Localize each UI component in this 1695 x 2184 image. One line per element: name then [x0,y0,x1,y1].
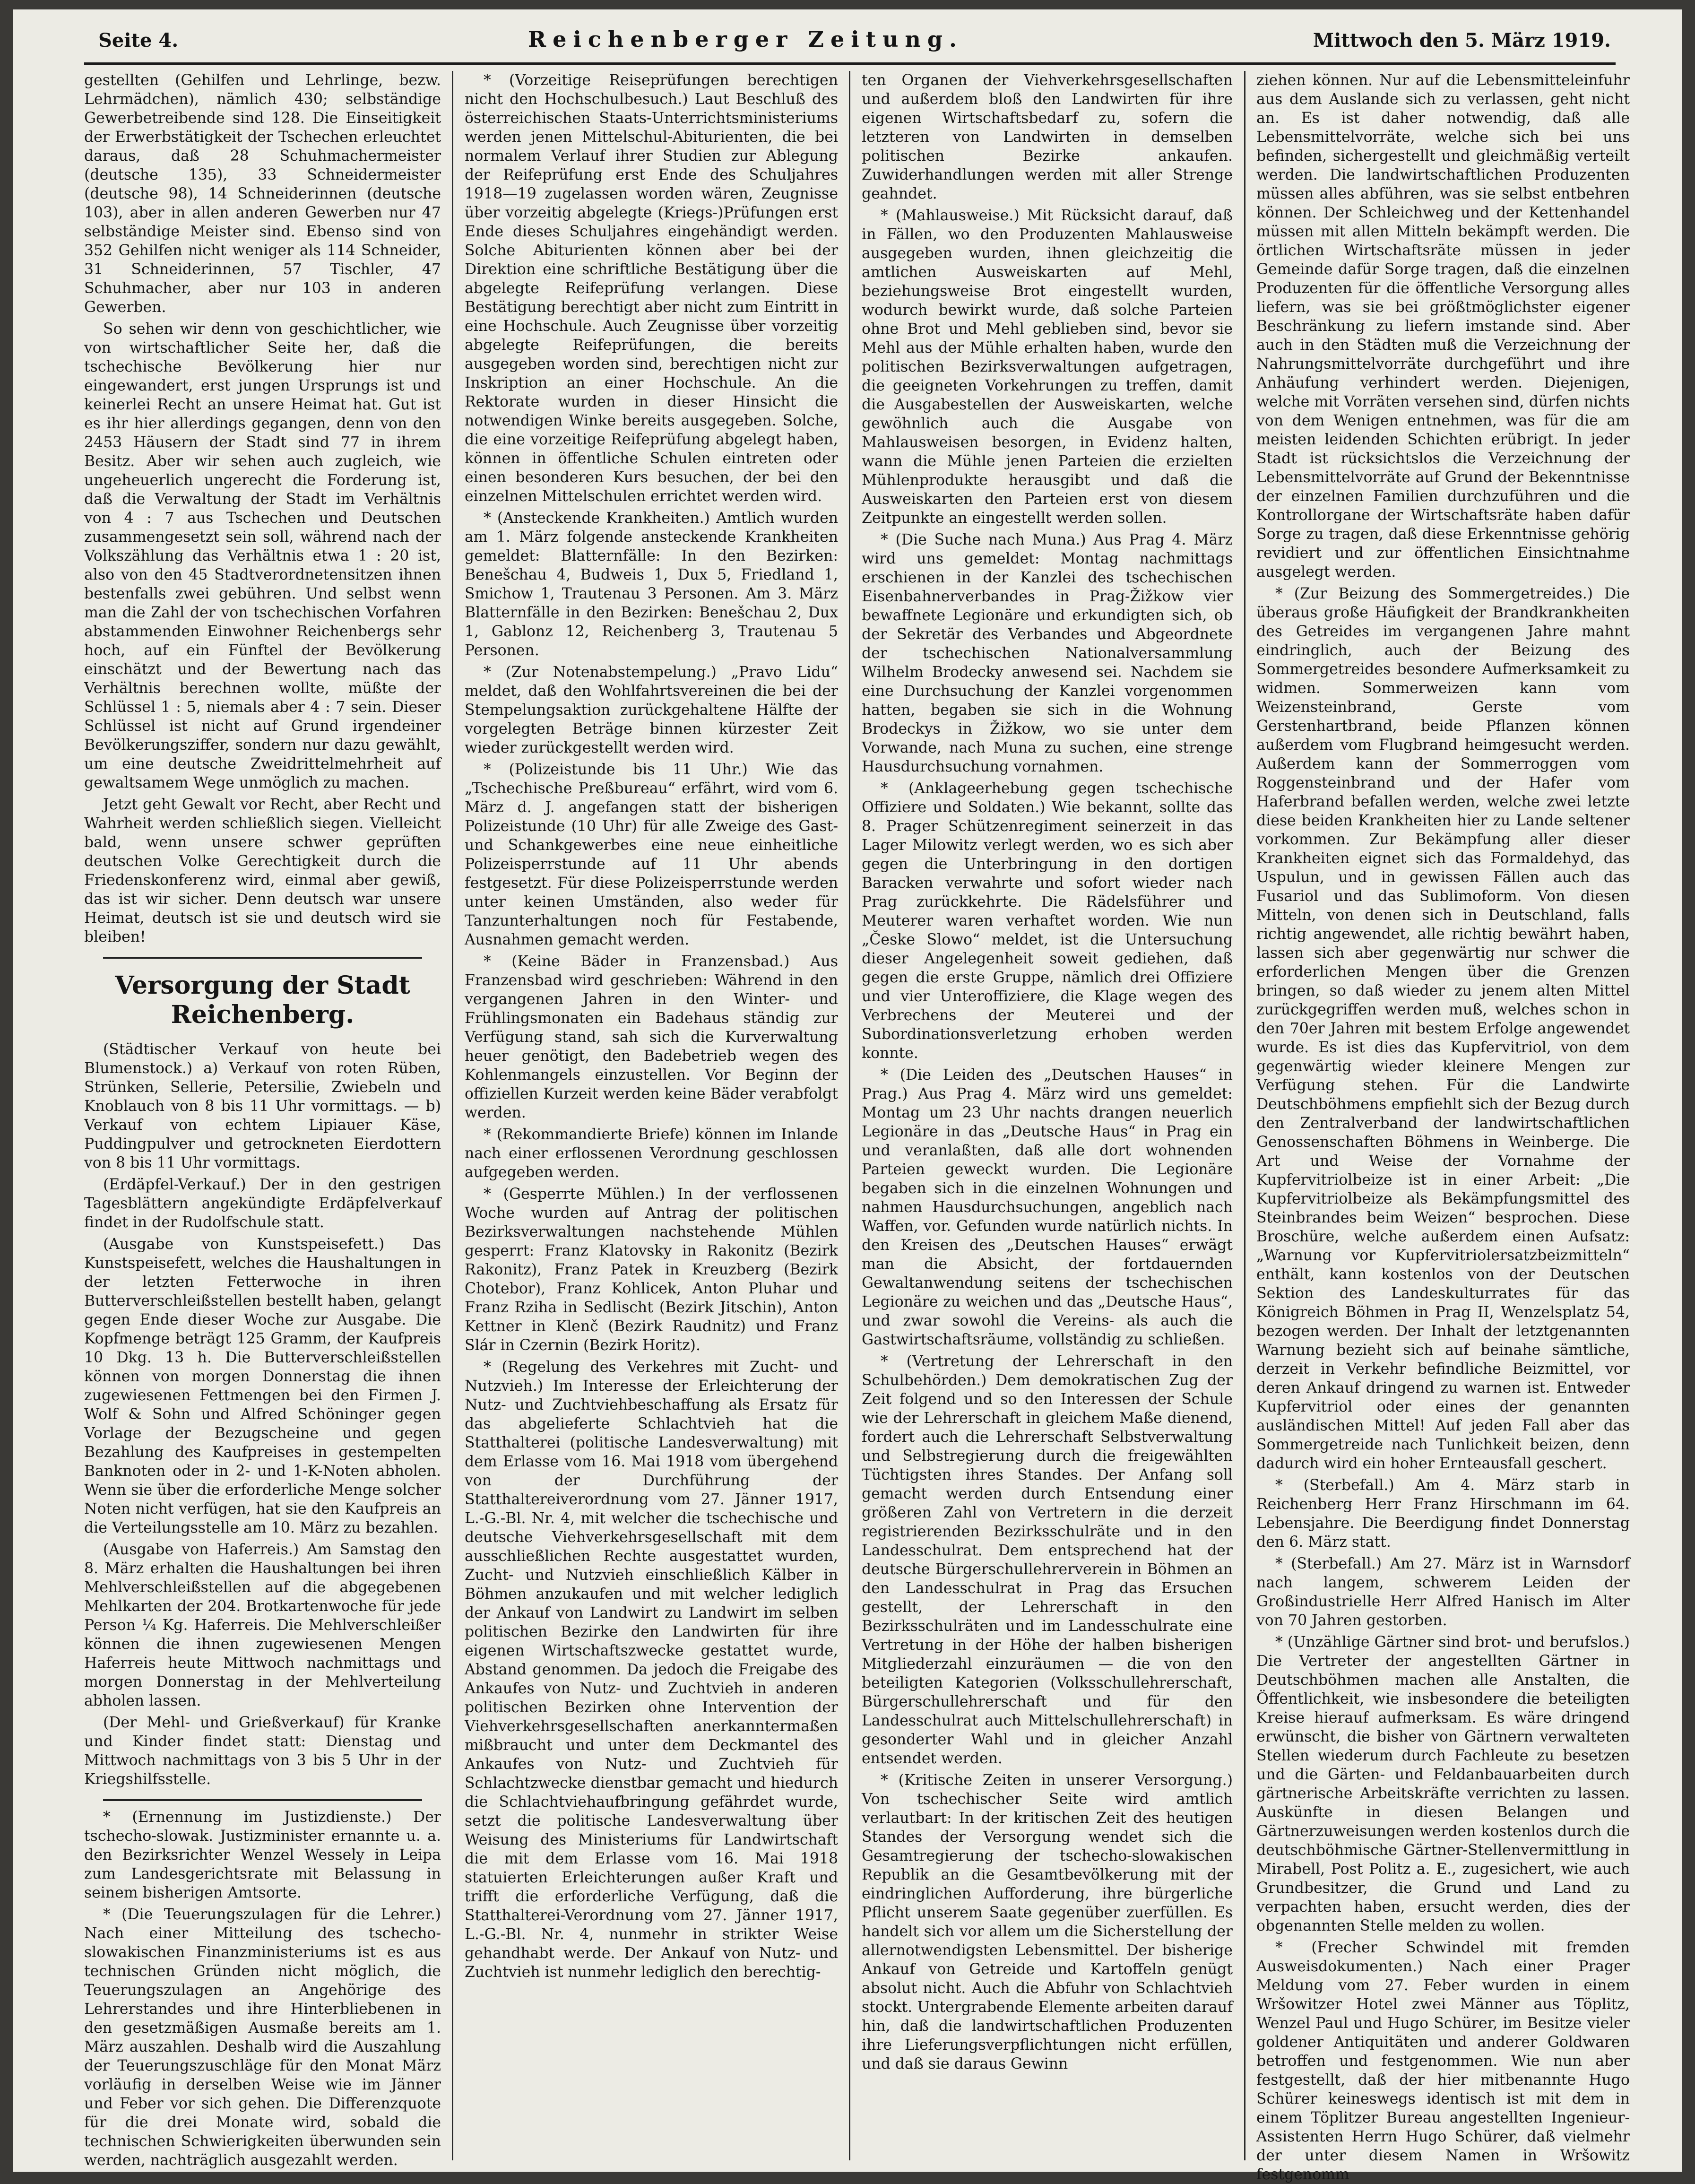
news-item: * (Rekommandierte Briefe) können im Inlande nach einer erflossenen Verordnung geschlossen aufgegeben werden. [465,1126,838,1181]
news-item: * (Unzählige Gärtner sind brot- und berufslos.) Die Vertreter der angestellten Gärtner in Deutschböhmen machen alle Anstalten, die Öffentlichkeit, wie insbesondere die beteiligten Kreise hierauf aufmerksam. Es wäre dringend erwünscht, die bisher von Gärtnern verwalteten Stellen wiederum durch Fachleute zu besetzen und die Gärten- und Feldanbauarbeiten durch gärtnerische Arbeitskräfte verrichten zu lassen. Auskünfte in diesen Belangen und Gärtnerzuweisungen werden kostenlos durch die deutschböhmische Gärtner-Stellenvermittlung in Mirabell, Post Politz a. E., zugesichert, wie auch Grundbesitzer, die Grund und Land zu verpachten haben, ersucht werden, dies der obgenannten Stelle melden zu wollen. [1256,1634,1630,1934]
issue-date: Mittwoch den 5. März 1919. [1313,29,1611,52]
masthead: Reichenberger Zeitung. [528,26,964,52]
news-item: * (Gesperrte Mühlen.) In der verflossenen Woche wurden auf Antrag der politischen Bezirksverwaltungen nachstehende Mühlen gesperrt: Franz Klatovsky in Rakonitz (Bezirk Rakonitz), Franz Patek in Kreuzberg (Bezirk Chotebor), Franz Kohlicek, Anton Pluhar und Franz Rziha in Sedlischt (Bezirk Jitschin), Anton Kettner in Klenč (Bezirk Raudnitz) und Franz Slár in Czernin (Bezirk Horitz). [465,1186,838,1354]
news-item: * (Ansteckende Krankheiten.) Amtlich wurden am 1. März folgende ansteckende Krankheiten gemeldet: Blatternfälle: In den Bezirken: Benešchau 4, Budweis 1, Dux 5, Friedland 1, Smichow 1, Trautenau 3 Personen. Am 3. März Blatternfälle in den Bezirken: Benešchau 2, Dux 1, Gablonz 12, Reichenberg 3, Trautenau 5 Personen. [465,510,838,659]
news-item: * (Die Teuerungszulagen für die Lehrer.) Nach einer Mitteilung des tschecho-slowakischen Finanzministeriums ist es aus technischen Gründen nicht möglich, die Teuerungszulagen an Angehörige des Lehrerstandes und ihre Hinterbliebenen in den gesetzmäßigen Ausmaße bereits am 1. März auszahlen. Deshalb wird die Auszahlung der Teuerungszuschläge für den Monat März vorläufig in derselben Weise wie im Jänner und Feber vor sich gehen. Die Differenzquote für die drei Monate wird, sobald die technischen Schwierigkeiten überwunden sein werden, nachträglich ausgezahlt werden. [84,1906,441,2169]
news-item: ten Organen der Viehverkehrsgesellschaften und außerdem bloß den Landwirten für ihre eigenen Wirtschaftsbedarf zu, sofern die letzteren von Landwirten in demselben politischen Bezirke ankaufen. Zuwiderhandlungen werden mit aller Strenge geahndet. [862,72,1233,202]
news-item: * (Sterbefall.) Am 27. März ist in Warnsdorf nach langem, schwerem Leiden der Großindustrielle Herr Alfred Hanisch im Alter von 70 Jahren gestorben. [1256,1555,1630,1629]
news-item: * (Anklageerhebung gegen tschechische Offiziere und Soldaten.) Wie bekannt, sollte das 8. Prager Schützenregiment seinerzeit in das Lager Milowitz verlegt werden, wo es sich aber gegen die Unterbringung in den dortigen Baracken verwahrte und sofort wieder nach Prag zurückkehrte. Die Rädelsführer und Meuterer waren verhaftet worden. Wie nun „Česke Slowo“ meldet, ist die Untersuchung dieser Angelegenheit soweit gediehen, daß gegen die erste Gruppe, nämlich drei Offiziere und vier Unteroffiziere, die Klage wegen des Verbrechens der Meuterei und der Subordinationsverletzung erhoben werden konnte. [862,780,1233,1062]
article-paragraph: gestellten (Gehilfen und Lehrlinge, bezw. Lehrmädchen), nämlich 430; selbständige Gewerbetreibende sind 128. Die Einseitigkeit der Erwerbstätigkeit der Tschechen erleuchtet daraus, daß 28 Schuhmachermeister (deutsche 135), 33 Schneidermeister (deutsche 98), 14 Schneiderinnen (deutsche 103), aber in allen anderen Gewerben nur 47 selbständige Meister sind. Ebenso sind von 352 Gehilfen nicht weniger als 114 Schneider, 31 Schneiderinnen, 57 Tischler, 47 Schuhmacher, aber nur 103 in anderen Gewerben. [84,72,441,316]
section-rule [103,1799,422,1801]
news-item: * (Sterbefall.) Am 4. März starb in Reichenberg Herr Franz Hirschmann im 64. Lebensjahre. Die Beerdigung findet Donnerstag den 6. März statt. [1256,1477,1630,1551]
section-rule [103,957,422,959]
news-item: * (Zur Notenabstempelung.) „Pravo Lidu“ meldet, daß den Wohlfahrtsvereinen die bei der Stempelungsaktion zurückgehaltene Hälfte der vorgelegten Beträge binnen kürzester Zeit wieder zurückgestellt werden wird. [465,664,838,756]
notice-paragraph: (Ausgabe von Kunstspeisefett.) Das Kunstspeisefett, welches die Haushaltungen in der letzten Fetterwoche in ihren Butterverschleißstellen bestellt haben, gelangt gegen Ende dieser Woche zur Ausgabe. Die Kopfmenge beträgt 125 Gramm, der Kaufpreis 10 Dkg. 13 h. Die Butterverschleißstellen können von morgen Donnerstag die ihnen zugewiesenen Fettmengen bei den Firmen J. Wolf & Sohn und Alfred Schöninger gegen Vorlage der Bezugscheine und gegen Bezahlung des Kaufpreises in gestempelten Banknoten oder in 2- und 1-K-Noten abholen. Wenn sie über die erforderliche Menge solcher Noten nicht verfügen, hat sie den Kaufpreis an die Verteilungsstelle am 10. März zu bezahlen. [84,1236,441,1536]
notice-paragraph: (Städtischer Verkauf von heute bei Blumenstock.) a) Verkauf von roten Rüben, Strünken, Sellerie, Petersilie, Zwiebeln und Knoblauch von 8 bis 11 Uhr vormittags. — b) Verkauf von echtem Lipiauer Käse, Puddingpulver und getrockneten Eierdottern von 8 bis 11 Uhr vormittags. [84,1041,441,1171]
newspaper-page [13,9,1682,2183]
section-heading: Versorgung der Stadt Reichenberg. [115,971,410,1029]
page-number: Seite 4. [98,29,179,52]
article-paragraph: So sehen wir denn von geschichtlicher, wie von wirtschaftlicher Seite her, daß die tschechische Bevölkerung hier nur eingewandert, erst jungen Ursprungs ist und keinerlei Recht an unsere Heimat hat. Gut ist es ihr hier allerdings gegangen, denn von den 2453 Häusern der Stadt sind 77 in ihrem Besitz. Aber wir sehen auch zugleich, wie ungeheuerlich ungerecht die Forderung ist, daß die Verwaltung der Stadt im Verhältnis von 4 : 7 aus Tschechen und Deutschen zusammengesetzt sein soll, während nach der Volkszählung das Verhältnis etwa 1 : 20 ist, also von den 45 Stadtverordnetensitzen ihnen bestenfalls zwei gebühren. Und selbst wenn man die Zahl der von tschechischen Vorfahren abstammenden Einwohner Reichenbergs sehr hoch, auf ein Fünftel der Bevölkerung einschätzt und der Bewertung nach das Verhältnis berechnen wollte, müßte der Schlüssel 1 : 5, niemals aber 4 : 7 sein. Dieser Schlüssel ist nicht auf Grund irgendeiner Bevölkerungsziffer, sondern nur dazu gewählt, um eine deutsche Zweidrittelmehrheit auf gewaltsamem Wege unmöglich zu machen. [84,321,441,791]
column-divider [452,71,453,2160]
page-header [98,26,1611,61]
column-divider [849,71,850,2160]
news-item: * (Vertretung der Lehrerschaft in den Schulbehörden.) Dem demokratischen Zug der Zeit folgend und so den Interessen der Schule wie der Lehrerschaft in gleichem Maße dienend, fordert auch die Lehrerschaft Selbstverwaltung und Selbstregierung durch die freigewählten Tüchtigsten ihres Standes. Der Anfang soll gemacht werden durch Entsendung einer größeren Zahl von Vertretern in die derzeit registrierenden Bezirksschulräte und in den Landesschulrat. Dem entsprechend hat der deutsche Bürgerschullehrerverein in Böhmen an den Landesschulrat in Prag das Ersuchen gestellt, der Lehrerschaft in den Bezirksschulräten und im Landesschulrate eine Vertretung in der Höhe der halben bisherigen Mitgliederzahl einzuräumen — die von den beteiligten Kategorien (Volksschullehrerschaft, Bürgerschullehrerschaft und für den Landesschulrat auch Mittelschullehrerschaft) in gesonderter Wahl und in gleicher Anzahl entsendet werden. [862,1353,1233,1767]
news-item: * (Regelung des Verkehres mit Zucht- und Nutzvieh.) Im Interesse der Erleichterung der Nutz- und Zuchtviehbeschaffung als Ersatz für das abgelieferte Schlachtvieh hat die Statthalterei (politische Landesverwaltung) mit dem Erlasse vom 16. Mai 1918 vom übergehend von der Durchführung der Statthaltereiverordnung vom 27. Jänner 1917, L.-G.-Bl. Nr. 4, mit welcher die tschechische und deutsche Viehverkehrsgesellschaft mit dem ausschließlichen Rechte ausgestattet wurden, Zucht- und Nutzvieh einschließlich Kälber in Böhmen anzukaufen und mit welcher lediglich der Ankauf von Landwirt zu Landwirt im selben politischen Bezirke den Landwirten für ihre eigenen Wirtschaftszwecke gestattet wurde, Abstand genommen. Da jedoch die Freigabe des Ankaufes von Nutz- und Zuchtvieh in anderen politischen Bezirken ohne Intervention der Viehverkehrsgesellschaften anerkanntermaßen mißbraucht und unter dem Deckmantel des Ankaufes von Nutz- und Zuchtvieh für Schlachtzwecke dienstbar gemacht und hiedurch die Schlachtviehaufbringung gefährdet wurde, setzt die politische Landesverwaltung über Weisung des Ministeriums für Landwirtschaft die mit dem Erlasse vom 16. Mai 1918 statuierten Erleichterungen außer Kraft und trifft die erforderliche Verfügung, daß die Statthalterei-Verordnung vom 27. Jänner 1917, L.-G.-Bl. Nr. 4, nunmehr in strikter Weise gehandhabt werde. Der Ankauf von Nutz- und Zuchtvieh ist nunmehr lediglich den berechtig- [465,1359,838,1981]
notice-paragraph: (Der Mehl- und Grießverkauf) für Kranke und Kinder findet statt: Dienstag und Mittwoch nachmittags von 3 bis 5 Uhr in der Kriegshilfsstelle. [84,1714,441,1788]
news-item: * (Frecher Schwindel mit fremden Ausweisdokumenten.) Nach einer Prager Meldung vom 27. Feber wurden in einem Wršowitzer Hotel zwei Männer aus Töplitz, Wenzel Paul und Hugo Schürer, im Besitze vieler goldener Antiquitäten und anderer Goldwaren betroffen und festgenommen. Wie nun aber festgestellt, daß der hier mitbenannte Hugo Schürer keineswegs identisch ist mit dem in einem Töplitzer Bureau angestellten Ingenieur-Assistenten Herrn Hugo Schürer, daß vielmehr der unter diesem Namen in Wršowitz festgenomm [1256,1939,1630,2183]
news-item: * (Vorzeitige Reiseprüfungen berechtigen nicht den Hochschulbesuch.) Laut Beschluß des österreichischen Staats-Unterrichtsministeriums werden jenen Mittelschul-Abiturienten, die bei normalem Verlauf ihrer Studien zur Ablegung der Reifeprüfung erst Ende des Schuljahres 1918—19 zugelassen worden wären, Zeugnisse über vorzeitig abgelegte (Kriegs-)Prüfungen erst Ende dieses Schuljahres eingehändigt werden. Solche Abiturienten können aber bei der Direktion eine schriftliche Bestätigung über die abgelegte Reifeprüfung verlangen. Diese Bestätigung berechtigt aber nicht zum Eintritt in eine Hochschule. Auch Zeugnisse über vorzeitig abgelegte Reifeprüfungen, die bereits ausgegeben worden sind, berechtigen nicht zur Inskription an einer Hochschule. An die Rektorate wurden in dieser Hinsicht die notwendigen Winke bereits ausgegeben. Solche, die eine vorzeitige Reifeprüfung abgelegt haben, können in öffentliche Schulen eintreten oder einen besonderen Kurs besuchen, der bei den einzelnen Mittelschulen errichtet werden wird. [465,72,838,505]
news-item: * (Keine Bäder in Franzensbad.) Aus Franzensbad wird geschrieben: Während in den vergangenen Jahren in den Winter- und Frühlingsmonaten ein Badehaus ständig zur Verfügung stand, sah sich die Kurverwaltung heuer genötigt, den Badebetrieb wegen des Kohlenmangels einzustellen. Vor Beginn der offiziellen Kurzeit werden keine Bäder verabfolgt werden. [465,953,838,1121]
article-paragraph: Jetzt geht Gewalt vor Recht, aber Recht und Wahrheit werden schließlich siegen. Vielleicht bald, wenn unsere schwer geprüften deutschen Volke Gerechtigkeit durch die Friedenskonferenz wird, einmal aber gewiß, das ist wir sicher. Denn deutsch war unsere Heimat, deutsch ist sie und deutsch wird sie bleiben! [84,796,441,945]
notice-paragraph: (Ausgabe von Haferreis.) Am Samstag den 8. März erhalten die Haushaltungen bei ihren Mehlverschleißstellen auf die abgegebenen Mehlkarten der 204. Brotkartenwoche für jede Person ¼ Kg. Haferreis. Die Mehlverschleißer können die ihnen zugewiesenen Mengen Haferreis heute Mittwoch nachmittags und morgen Donnerstag in der Mehlverteilung abholen lassen. [84,1541,441,1709]
news-item: * (Polizeistunde bis 11 Uhr.) Wie das „Tschechische Preßbureau“ erfährt, wird vom 6. März d. J. angefangen statt der bisherigen Polizeistunde (10 Uhr) für alle Zweige des Gast- und Schankgewerbes eine neue einheitliche Polizeisperrstunde auf 11 Uhr abends festgesetzt. Für diese Polizeisperrstunde werden unter keinen Umständen, also weder für Tanzunterhaltungen noch für Festabende, Ausnahmen gemacht werden. [465,761,838,948]
news-item: * (Zur Beizung des Sommergetreides.) Die überaus große Häufigkeit der Brandkrankheiten des Getreides im vergangenen Jahre mahnt eindringlich, auch der Beizung des Sommergetreides besondere Aufmerksamkeit zu widmen. Sommerweizen kann vom Weizensteinbrand, Gerste vom Gerstenhartbrand, beide Pflanzen können außerdem vom Flugbrand heimgesucht werden. Außerdem kann der Sommerroggen vom Roggensteinbrand und der Hafer vom Haferbrand befallen werden, welche zwei letzte diese beiden Krankheiten hier zu Lande seltener vorkommen. Zur Bekämpfung aller dieser Krankheiten eignet sich das Formaldehyd, das Uspulun, und in gewissen Fällen auch das Fusariol und das Sublimoform. Von diesen Mitteln, von denen sich in Deutschland, falls richtig angewendet, alle richtig bewährt haben, lassen sich aber gegenwärtig nur schwer die erforderlichen Mengen über die Grenzen bringen, so daß wieder zu jenem alten Mittel zurückgegriffen werden muß, welches schon in den 70er Jahren mit bestem Erfolge angewendet wurde. Es ist dies das Kupfervitriol, von dem gegenwärtig wieder kleinere Mengen zur Verfügung stehen. Für die Landwirte Deutschböhmens empfiehlt sich der Bezug durch den Zentralverband der landwirtschaftlichen Genossenschaften Böhmens in Weinberge. Die Art und Weise der Vornahme der Kupfervitriolbeize ist in einer Arbeit: „Die Kupfervitriolbeize als Bekämpfungsmittel des Steinbrandes beim Weizen“ besprochen. Diese Broschüre, welche außerdem einen Aufsatz: „Warnung vor Kupfervitriolersatzbeizmitteln“ enthält, kann kostenlos von der Deutschen Sektion des Landeskulturrates für das Königreich Böhmen in Prag II, Wenzelsplatz 54, bezogen werden. Der Inhalt der letztgenannten Warnung bezieht sich auf beinahe sämtliche, derzeit in Verkehr befindliche Beizmittel, vor deren Ankauf dringend zu warnen ist. Entweder Kupfervitriol oder eines der genannten ausländischen Mittel! Auf jeden Fall aber das Sommergetreide nach Tunlichkeit beizen, denn dadurch wird ein hoher Ernteausfall geschert. [1256,585,1630,1472]
news-item: * (Die Leiden des „Deutschen Hauses“ in Prag.) Aus Prag 4. März wird uns gemeldet: Montag um 23 Uhr nachts drangen neuerlich Legionäre in das „Deutsche Haus“ in Prag ein und veranlaßten, daß alle dort wohnenden Parteien geweckt wurden. Die Legionäre begaben sich in die einzelnen Wohnungen und nahmen Hausdurchsuchungen, angeblich nach Waffen, vor. Gefunden wurde natürlich nichts. In den Kreisen des „Deutschen Hauses“ erwägt man die Absicht, der fortdauernden Gewaltanwendung seitens der tschechischen Legionäre zu weichen und das „Deutsche Haus“, und zwar sowohl die Vereins- als auch die Gastwirtschaftsräume, vollständig zu schließen. [862,1066,1233,1348]
notice-paragraph: (Erdäpfel-Verkauf.) Der in den gestrigen Tagesblättern angekündigte Erdäpfelverkauf findet in der Rudolfschule statt. [84,1176,441,1231]
news-item: * (Mahlausweise.) Mit Rücksicht darauf, daß in Fällen, wo den Produzenten Mahlausweise ausgegeben wurden, ihnen gleichzeitig die amtlichen Ausweiskarten auf Mehl, beziehungsweise Brot eingestellt wurden, wodurch bewirkt wurde, daß solche Parteien ohne Brot und Mehl geblieben sind, bevor sie Mehl aus der Mühle erhalten haben, wurde den politischen Bezirksverwaltungen aufgetragen, die geeigneten Vorkehrungen zu treffen, damit die Ausgabestellen der Ausweiskarten, welche gewöhnlich auch die Ausgabe von Mahlausweisen besorgen, in Evidenz halten, wann die Mühle jenen Parteien die erzielten Mühlenprodukte herausgibt und daß die Ausweiskarten den Parteien erst von diesem Zeitpunkte an eingestellt werden sollen. [862,207,1233,527]
news-item: * (Ernennung im Justizdienste.) Der tschecho-slowak. Justizminister ernannte u. a. den Bezirksrichter Wenzel Wessely in Leipa zum Landesgerichtsrate mit Belassung in seinem bisherigen Amtsorte. [84,1809,441,1901]
news-item: * (Kritische Zeiten in unserer Versorgung.) Von tschechischer Seite wird amtlich verlautbart: In der kritischen Zeit des heutigen Standes der Versorgung wendet sich die Gesamtregierung der tschecho-slowakischen Republik an die Gesamtbevölkerung mit der eindringlichen Aufforderung, ihre bürgerliche Pflicht unserem Saate gegenüber zuerfüllen. Es handelt sich vor allem um die Sicherstellung der allernotwendigsten Lebensmittel. Der bisherige Ankauf von Getreide und Kartoffeln genügt absolut nicht. Auch die Abfuhr von Schlachtvieh stockt. Untergrabende Elemente arbeiten darauf hin, daß die landwirtschaftlichen Produzenten ihre Lieferungsverpflichtungen nicht erfüllen, und daß sie daraus Gewinn [862,1772,1233,2072]
column-1 [84,71,441,2169]
column-3 [862,71,1233,2160]
news-item: ziehen können. Nur auf die Lebensmitteleinfuhr aus dem Auslande sich zu verlassen, geht nicht an. Es ist daher notwendig, daß alle Lebensmittelvorräte, welche sich bei uns befinden, sichergestellt und gleichmäßig verteilt werden. Die landwirtschaftlichen Produzenten müssen alles abführen, was sie selbst entbehren können. Der Schleichweg und der Kettenhandel müssen mit allen Mitteln bekämpft werden. Die örtlichen Wirtschaftsräte müssen in jeder Gemeinde dafür Sorge tragen, daß die einzelnen Produzenten für die öffentliche Versorgung alles liefern, was sie bei größtmöglichster eigener Beschränkung zu liefern imstande sind. Aber auch in den Städten muß die Verzeichnung der Nahrungsmittelvorräte durchgeführt und ihre Anhäufung verhindert werden. Diejenigen, welche mit Vorräten versehen sind, dürfen nichts von dem Wenigen entnehmen, was für die am meisten leidenden Schichten erübrigt. In jeder Stadt ist rücksichtslos die Verzeichnung der Lebensmittelvorräte auf Grund der Bekenntnisse der einzelnen Familien durchzuführen und die Kontrollorgane der Wirtschaftsräte haben dafür Sorge zu tragen, daß diese Erkenntnisse gehörig revidiert und zur öffentlichen Einsichtnahme ausgelegt werden. [1256,72,1630,581]
header-rule [84,62,1616,65]
column-4 [1256,71,1630,2183]
column-2 [465,71,838,2160]
column-divider [1244,71,1245,2160]
news-item: * (Die Suche nach Muna.) Aus Prag 4. März wird uns gemeldet: Montag nachmittags erschienen in der Kanzlei des tschechischen Eisenbahnerverbandes in Prag-Žižkow vier bewaffnete Legionäre und erkundigten sich, ob der Sekretär des Verbandes und Abgeordnete der tschechischen Nationalversammlung Wilhelm Brodecky anwesend sei. Nachdem sie eine Durchsuchung der Kanzlei vorgenommen hatten, begaben sie sich in die Wohnung Brodeckys in Žižkow, wo sie unter dem Vorwande, nach Muna zu suchen, eine strenge Hausdurchsuchung vornahmen. [862,531,1233,775]
